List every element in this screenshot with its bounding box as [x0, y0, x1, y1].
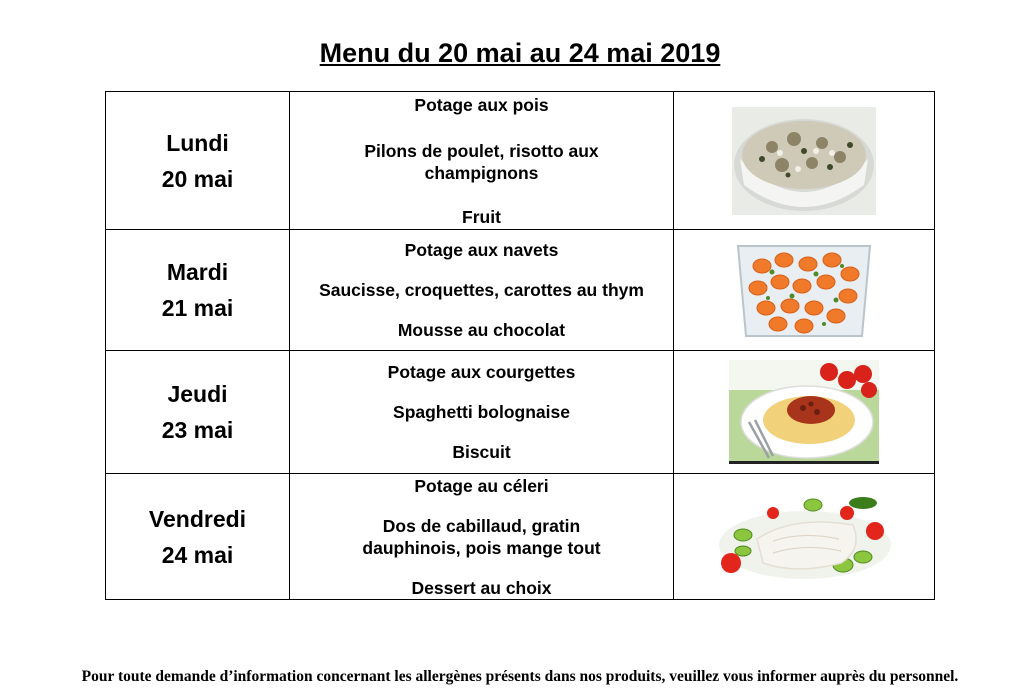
- dessert-text: Dessert au choix: [411, 577, 552, 598]
- soup-text: Potage au céleri: [414, 475, 549, 496]
- table-row: [106, 351, 935, 474]
- dishes-cell: [290, 474, 674, 600]
- day-cell: [106, 92, 290, 230]
- main-dish-text: Pilons de poulet, risotto aux champignons: [364, 140, 599, 183]
- table-row: [106, 230, 935, 351]
- table-row: [106, 474, 935, 600]
- day-date: 24 mai: [161, 541, 234, 568]
- main-dish-text: Saucisse, croquettes, carottes au thym: [319, 280, 644, 300]
- menu-table: [105, 91, 935, 600]
- dessert-text: Fruit: [462, 206, 501, 227]
- day-name: Vendredi: [148, 505, 247, 532]
- photo-cell: [674, 351, 935, 474]
- dessert-text: Biscuit: [452, 442, 511, 462]
- dishes-cell: [290, 230, 674, 351]
- day-cell: [106, 351, 290, 474]
- day-date: 20 mai: [161, 165, 234, 192]
- allergen-notice: Pour toute demande d’information concernant les allergènes présents dans nos produits, veuillez vous informer auprès du personnel.: [81, 668, 959, 685]
- spaghetti-photo: [729, 360, 879, 464]
- main-dish-text: Spaghetti bolognaise: [393, 402, 570, 422]
- day-cell: [106, 474, 290, 600]
- page-title: Menu du 20 mai au 24 mai 2019: [319, 38, 721, 68]
- carrots-photo: [732, 236, 876, 344]
- day-name: Mardi: [166, 259, 229, 285]
- day-date: 23 mai: [161, 417, 234, 443]
- day-date: 21 mai: [161, 295, 234, 321]
- table-row: [106, 92, 935, 230]
- risotto-photo: [732, 107, 876, 215]
- main-dish-text: Dos de cabillaud, gratin dauphinois, pois mange tout: [362, 515, 601, 558]
- soup-text: Potage aux pois: [414, 94, 549, 115]
- photo-cell: [674, 474, 935, 600]
- day-cell: [106, 230, 290, 351]
- dessert-text: Mousse au chocolat: [397, 320, 566, 340]
- day-name: Lundi: [166, 129, 229, 156]
- soup-text: Potage aux courgettes: [387, 362, 576, 382]
- soup-text: Potage aux navets: [404, 240, 559, 260]
- photo-cell: [674, 92, 935, 230]
- dishes-cell: [290, 92, 674, 230]
- photo-cell: [674, 230, 935, 351]
- day-name: Jeudi: [167, 381, 228, 407]
- fish-photo: [713, 491, 895, 583]
- dishes-cell: [290, 351, 674, 474]
